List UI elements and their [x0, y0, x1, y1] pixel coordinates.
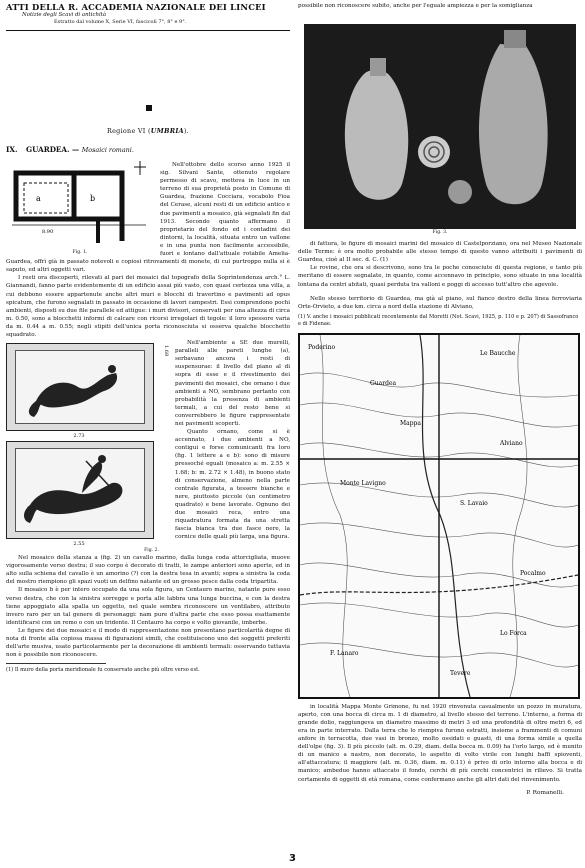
- plan-label-a: a: [36, 194, 41, 203]
- header-rule: [6, 30, 290, 31]
- extract-note: Estratto dal volume X, Serie VI, fascicoli 7°, 8° e 9°.: [54, 19, 187, 25]
- centaur-drawing: [16, 449, 144, 531]
- journal-subtitle: Notizie degli Scavi di antichità: [22, 12, 107, 18]
- region-heading: Regione VI (UMBRIA).: [106, 127, 189, 135]
- journal-title: ATTI DELLA R. ACCADEMIA NAZIONALE DEI LINCEI: [6, 2, 266, 12]
- paragraph-2: I resti ora discoperti, rilevati al pari dei mosaici dal topografo della Soprintendenza arch.° L. Giannandi, fanno parte evidentemente di un edificio assai più vasto, con quasi certezza una villa, a cui debbono essere appartenute anche altri muri e blocchi di travertino e pavimenti ad opus spicatum, che furono segnalati in passato in occasione di lavori campestri. Essi comprendono pochi ambienti, disposti su due file parallele ed attigue: i muri divisori, conservati per una altezza di circa m. 0.50, sono a blocchetti informi di calcare con ricorsi irregolari di tegole: il loro spessore varia da m. 0.44 a m. 0.55; negli stipiti dell'unica porta riconosciuta si osserva qualche blocchetto squadrato.: [6, 275, 290, 338]
- mosaic-a-height: 1.68: [163, 345, 169, 357]
- paragraph-6: Il mosaico b è per intero occupato da una sola figura, un Centauro marino, natante pure esso verso destra, che con la sinistra sorregge e porta alle labbra una lunga buccina, e con la destra tiene appoggiato alla spalla un oggetto, nel quale sembra riconoscere un ventilabro, attributo invero raro per un tal genere di personaggi: nam pure d'altra parte che esso possa esattamente identificarsi con un remo o con un tridente. Il Centauro ha corpo e volto giovanile, imberbe.: [6, 587, 290, 626]
- plan-drawing: [6, 161, 154, 245]
- right-paragraph-1: possibile non riconoscere subito, anche per l'eguale ampiezza e per la somiglianza: [298, 3, 533, 9]
- ornament-square: [146, 105, 152, 111]
- right-paragraph-2: di fattura, le figure di mosaici marini del mosaico di Castelporziano, ora nel Museo Nazionale delle Terme: è ora molto probabile alle stesso tempo di questo vanno attribuiti i pavimenti di Guardea, cioè al II sec. d. C. (1): [298, 241, 582, 264]
- map-drawing: [300, 335, 578, 697]
- footnote: (1) Il muro della porta meridionale fu conservato anche più oltre verso est.: [6, 667, 200, 674]
- paragraph-1: Nell'ottobre dello scorso anno 1925 il sig. Silvani Sante, ottenuto regolare permesso di scavo, metteva in luce in un terreno di sua proprietà posto in Comune di Guardea, frazione Cocciara, vocabolo Fioa del Cerase, alcuni resti di un edificio antico e due pavimenti a mosaico, già segnalati fin dal 1913. Secondo quanto affermano il proprietario del fondo ed i contadini dei dintorni, la località, situata entro un vallone e in una punta non facilmente accessibile, fuori e lontano dall'attuale rotabile Amelia-Guardea, offrì già in passato notevoli e copiosi ritrovamenti di monete, di cui purtroppo nulla si è saputo, ed altri oggetti vari.: [6, 162, 290, 274]
- paragraph-4: Quanto ornano, come si è accennato, i due ambienti a NO, contigui e forse comunicanti fra loro (fig. 1 lettere a e b): sono di misure pressoché eguali (mosaico a: m. 2.55 × 1.68; b: m. 2.72 × 1.48), in buono stato di conservazione, almeno nella parte centrale figurata, a tessere bianche e nere, piuttosto piccole (un centimetro quadrato) e bene lavorate. Ognuno dei due mosaici reca, entro una riquadratura formata da una stretta fascia bianca tra due fasce nere, la cornice delle quali più larga, una figura.: [175, 429, 290, 541]
- map-label: F. Lanaro: [330, 649, 359, 657]
- topographic-map: [298, 333, 580, 699]
- mosaic-a: [6, 343, 154, 431]
- fig3-caption: Fig. 3.: [432, 230, 448, 236]
- map-label: Pocalmo: [520, 569, 546, 577]
- map-label: Monte Lavigno: [340, 479, 386, 487]
- left-column: [6, 0, 290, 675]
- mosaic-b-width: 2.55: [73, 541, 85, 548]
- map-label: Poderino: [308, 343, 336, 351]
- page-number: 3: [289, 853, 296, 864]
- right-footnote: (1) V. anche i mosaici pubblicati recentemente dal Moretti (Not. Scavi, 1925, p. 110 e p. 207) di Sassofranco e di Fidenae.: [298, 313, 579, 328]
- plan-figure: [6, 161, 154, 255]
- mosaic-b: [6, 441, 154, 539]
- plan-dimension: 8.90: [42, 229, 54, 235]
- map-label: S. Lavaio: [460, 499, 488, 507]
- mosaic-a-width: 2.73: [73, 433, 85, 440]
- paragraph-7: Le figure dei due mosaici e il modo di rappresentazione non presentano particolarità degne di nota di fronte alla copiosa massa di figurazioni simili, che costituiscono uno dei soggetti preferiti dell'arte musiva, usato particolarmente per la decorazione di ambienti termali: osservando tuttavia non è possibile non riconoscere.: [6, 627, 290, 659]
- author-signature: P. Romanelli.: [526, 789, 564, 796]
- map-label: Lo Forca: [500, 629, 527, 637]
- mosaic-figures: [6, 339, 171, 554]
- section-heading: IX. GUARDEA. — Mosaici romani.: [6, 145, 134, 154]
- right-paragraph-5: in località Mappa Monte Grimone, fu nel 1920 rinvenuta casualmente un pozzo in muratura, aperto, con una bocca di circa m. 1 di diametro, al livello stesso del terreno. L'interno, a forma di grande dolio, raggiungeva un diametro massimo di metri 3 ed una profondità di oltre metri 6, ed era in parte interrato. Dalla terra che lo riempiva furono estratti, insieme a frammenti di comuni anfore in terracotta, due vasi in bronzo, molto ossidati e guasti, di una forma simile a quella dell'olpe (fig. 3). Il più piccolo (alt. m. 0.29, diam. della bocca m. 0.09) ha l'orlo largo, ed è munito di un manico a nastro, non decorato, lo aspetto di volto virile con lunghi baffi spioventi, all'attaccatura; il maggiore (alt. m. 0.36, diam. m. 0.11) è privo di orlo intorno alla bocca e di manico; ambedue hanno attaccato il fondo, cerchi di più cerchi concentrici in rilievo. Si tratta certamente di oggetti di età romana, come confermano anche gli altri dati del rinvenimento.: [298, 703, 582, 783]
- map-label: Le Baucche: [480, 349, 516, 357]
- fig1-caption: Fig. 1.: [72, 250, 88, 255]
- footnote-rule: [6, 663, 106, 664]
- bronze-vases-photo: [304, 24, 576, 229]
- fig2-caption: Fig. 2.: [144, 548, 159, 554]
- map-label: Mappa: [400, 419, 421, 427]
- right-paragraph-3: Le rovine, che ora si descrivono, sono tra le poche conosciute di questa regione, e tanto più meritano di essere segnalate, in quanto, come accennavo in principio, sono situate in una località lontana da centri abitati, quasi perduta tra valloni e poggi di accesso tutt'altro che agevole.: [298, 265, 582, 288]
- paragraph-3: Nell'ambiente a SE due murelli, paralleli alle pareti lunghe (a), serbavano ancora i resti di suspensurae: il livello del piano al di sopra di esse e il rivestimento dei pavimenti dei mosaici, che ornano i due ambienti a NO, sembrano pertanto con probabilità la presenza di ambienti termali, a cui del resto bene si converrebbero le figure rappresentate nei pavimenti scoperti.: [175, 340, 290, 427]
- vases-drawing: [304, 24, 576, 229]
- right-paragraph-4: Nello stesso territorio di Guardea, ma già al piano, sul fianco destro della linea ferroviaria Orte-Orvieto, a due km. circa a nord della stazione di Alviano,: [298, 295, 582, 310]
- plan-label-b: b: [90, 194, 96, 203]
- map-label: Tevere: [450, 669, 471, 677]
- sea-horse-drawing: [16, 351, 144, 423]
- right-column: [298, 0, 582, 796]
- paragraph-5: Nel mosaico della stanza a (fig. 2) un cavallo marino, dalla lunga coda attorcigliata, muove vigorosamente verso destra; il suo corpo è decorato di tratti, le zampe anteriori sono aperte, ed in alto sulla schiena del cavallo è un amorino (?) con la destra tesa in avanti; sopra a sinistra la coda del mostro riempiono gli spazi vuoti un delfino natante ed un grosso pesce dalla coda tripartita.: [6, 555, 290, 586]
- map-label: Alviano: [500, 439, 523, 447]
- map-label: Guardea: [370, 379, 397, 387]
